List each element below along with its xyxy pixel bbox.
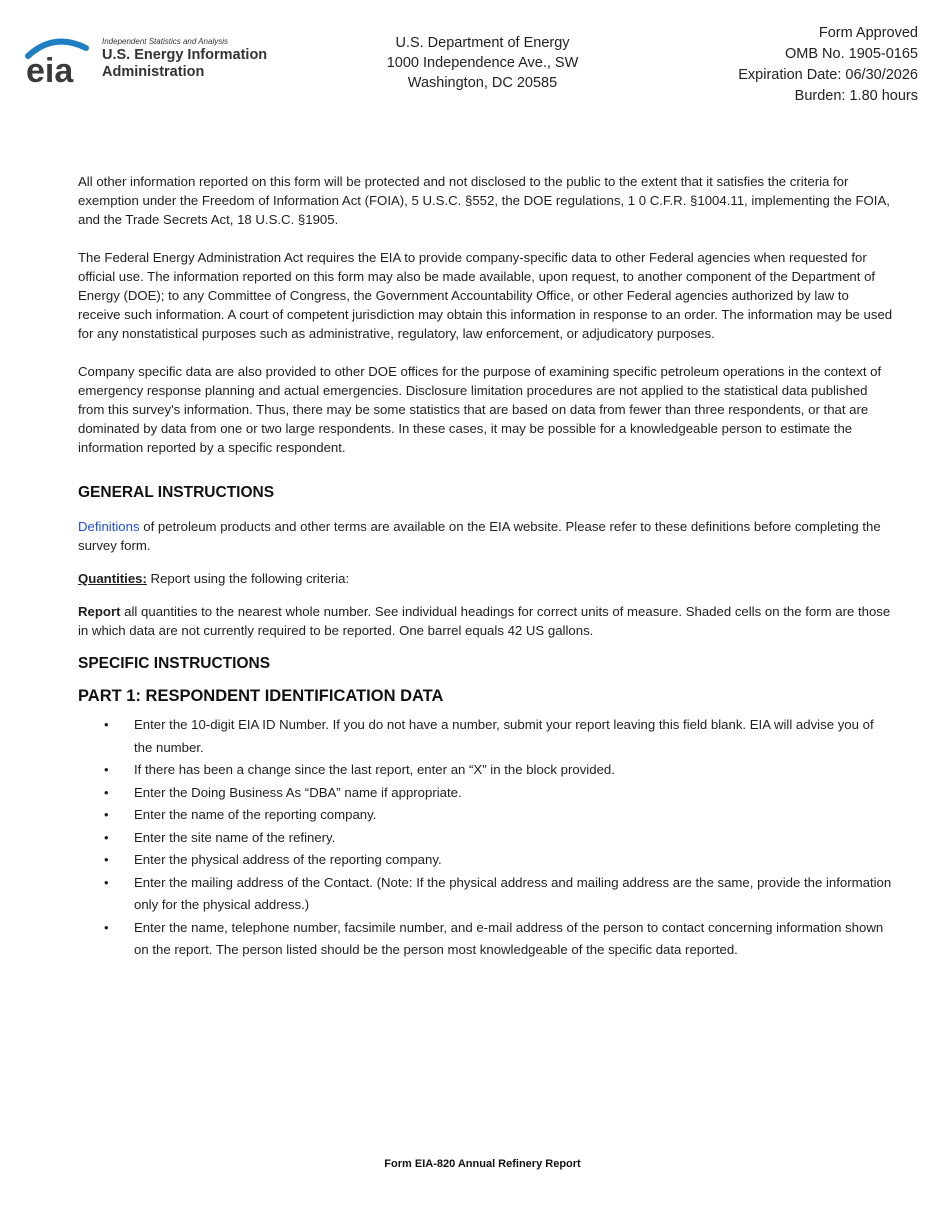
- list-item: [78, 804, 893, 827]
- bullet-icon: •: [104, 874, 109, 890]
- burden-hours: Burden: 1.80 hours: [794, 88, 918, 104]
- document-body: [78, 172, 893, 962]
- list-item-text: If there has been a change since the last report, enter an “X” in the block provided.: [134, 762, 615, 777]
- agency-line2: 1000 Independence Ave., SW: [386, 55, 579, 71]
- bullet-icon: •: [104, 762, 109, 777]
- eia-logo-mark-icon: [24, 34, 96, 90]
- logo-name-line1: U.S. Energy Information: [102, 47, 268, 63]
- logo-name: [102, 47, 267, 81]
- list-item: [78, 849, 893, 872]
- list-item: [78, 714, 893, 759]
- omb-number: OMB No. 1905-0165: [785, 46, 918, 62]
- report-label: Report: [78, 604, 121, 619]
- form-approval-info: [738, 23, 918, 107]
- report-paragraph: [78, 602, 893, 640]
- bullet-icon: •: [104, 807, 109, 822]
- report-text: all quantities to the nearest whole number. See individual headings for correct units of measure. Shaded cells on the form are those in which data are not currently required to be reported. One barrel equals 42 US gallons.: [78, 604, 891, 638]
- agency-line1: U.S. Department of Energy: [395, 35, 570, 51]
- list-item-text: Enter the site name of the refinery.: [134, 829, 336, 845]
- paragraph-foia: All other information reported on this form will be protected and not disclosed to the public to the extent that it satisfies the criteria for exemption under the Freedom of Information Act (FOIA), 5 U.S.C. §552, the DOE regulations, 1 0 C.F.R. §1004.11, implementing the FOIA, and the Trade Secrets Act, 18 U.S.C. §1905.: [78, 174, 890, 227]
- quantities-paragraph: [78, 569, 893, 588]
- definitions-link[interactable]: Definitions: [78, 519, 140, 534]
- eia-logo: [24, 34, 294, 90]
- page-footer: Form EIA-820 Annual Refinery Report: [384, 1158, 581, 1170]
- part1-instruction-list: [78, 714, 893, 962]
- definitions-paragraph: [78, 517, 893, 555]
- general-instructions-heading: GENERAL INSTRUCTIONS: [78, 484, 275, 501]
- logo-name-line2: Administration: [102, 64, 205, 80]
- form-approved: Form Approved: [818, 25, 918, 41]
- specific-instructions-heading: SPECIFIC INSTRUCTIONS: [78, 655, 271, 672]
- list-item-text: Enter the 10-digit EIA ID Number. If you do not have a number, submit your report leaving this field blank. EIA will advise you of the number.: [134, 717, 874, 755]
- bullet-icon: •: [104, 717, 109, 732]
- paragraph-fea-act: The Federal Energy Administration Act requires the EIA to provide company-specific data to other Federal agencies when requested for official use. The information reported on this form may also be made available, upon request, to another component of the Department of Energy (DOE); to any Committee of Congress, the Government Accountability Office, or other Federal agencies authorized by law to receive such information. A court of competent jurisdiction may obtain this information in response to an order. The information may be used for any nonstatistical purposes such as administrative, regulatory, law enforcement, or adjudicatory purposes.: [78, 250, 893, 341]
- bullet-icon: •: [104, 784, 109, 800]
- quantities-text: Report using the following criteria:: [146, 571, 350, 586]
- bullet-icon: •: [104, 829, 109, 845]
- quantities-label: Quantities:: [78, 571, 147, 586]
- list-item: [78, 782, 893, 805]
- list-item: [78, 827, 893, 850]
- paragraph-company-data: Company specific data are also provided to other DOE offices for the purpose of examining specific petroleum operations in the context of emergency response planning and actual emergencies. Disclosure limitation procedures are not applied to the statistical data published from this survey's information. Thus, there may be some statistics that are based on data from fewer than three respondents, or that are dominated by data from one or two large respondents. In these cases, it may be possible for a knowledgeable person to estimate the information reported by a specific respondent.: [78, 364, 882, 455]
- part1-heading: PART 1: RESPONDENT IDENTIFICATION DATA: [78, 687, 444, 705]
- list-item-text: Enter the physical address of the reporting company.: [134, 852, 442, 867]
- logo-tagline: Independent Statistics and Analysis: [102, 37, 229, 46]
- expiration-date: Expiration Date: 06/30/2026: [738, 67, 918, 83]
- definitions-text: of petroleum products and other terms are available on the EIA website. Please refer to these definitions before completing the survey form.: [78, 519, 881, 553]
- list-item-text: Enter the Doing Business As “DBA” name if appropriate.: [134, 784, 462, 800]
- agency-address: [340, 33, 625, 93]
- list-item: [78, 759, 893, 782]
- list-item: [78, 917, 893, 962]
- page-header: [0, 0, 950, 120]
- bullet-icon: •: [104, 919, 109, 935]
- list-item-text: Enter the mailing address of the Contact. (Note: If the physical address and mailing address are the same, provide the information only for the physical address.): [134, 874, 892, 912]
- list-item-text: Enter the name, telephone number, facsimile number, and e-mail address of the person to contact concerning information shown on the report. The person listed should be the person most knowledgeable of the specific data reported.: [134, 919, 884, 957]
- agency-line3: Washington, DC 20585: [407, 75, 558, 91]
- logo-mark-text: eia: [26, 52, 74, 90]
- list-item: [78, 872, 893, 917]
- list-item-text: Enter the name of the reporting company.: [134, 807, 377, 822]
- bullet-icon: •: [104, 852, 109, 867]
